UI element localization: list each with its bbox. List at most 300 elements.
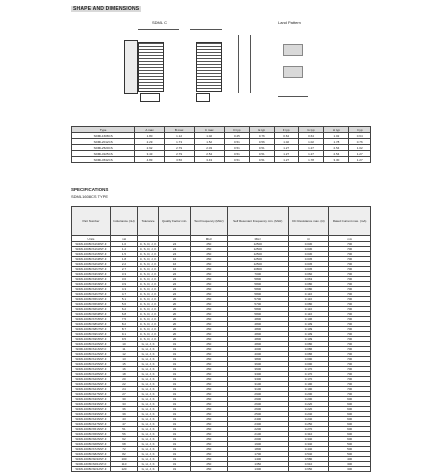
table-cell: C, S, D, J, K — [138, 272, 159, 277]
table-cell: SDML4532CS — [72, 157, 135, 163]
table-cell: 1.27 — [274, 145, 298, 151]
table-cell: 12500 — [227, 247, 288, 252]
table-cell: 700 — [329, 352, 371, 357]
column-header: G typ — [298, 127, 324, 133]
table-cell: 31 — [159, 372, 191, 377]
table-cell: 3.9 — [110, 282, 137, 287]
table-cell: 250 — [190, 432, 227, 437]
table-cell: 8.2 — [110, 322, 137, 327]
table-cell: 600 — [329, 407, 371, 412]
table-cell: G, H, J, K — [138, 422, 159, 427]
table-cell: 2900 — [227, 397, 288, 402]
table-cell: 100 — [110, 457, 137, 462]
table-cell: 250 — [190, 247, 227, 252]
table-cell: G, H, J, K — [138, 457, 159, 462]
table-cell: 0.64 — [274, 133, 298, 139]
table-cell: 0.116 — [288, 307, 328, 312]
table-cell: 20 — [159, 322, 191, 327]
table-cell: SDML1608CS72NST-F — [72, 447, 111, 452]
specifications-subtitle: SDML1608CS TYPE — [71, 194, 109, 199]
table-cell: 0.25 — [224, 133, 249, 139]
table-cell: 250 — [190, 322, 227, 327]
table-cell: 31 — [159, 452, 191, 457]
table-cell: 15 — [110, 362, 137, 367]
table-cell: 2300 — [227, 422, 288, 427]
table-cell: 0.340 — [288, 437, 328, 442]
table-cell: 10800 — [227, 267, 288, 272]
table-cell: G, H, J, K — [138, 447, 159, 452]
table-cell: 0.51 — [224, 157, 249, 163]
table-cell: 700 — [329, 377, 371, 382]
table-cell: SDML1608CS1N8ST-F — [72, 257, 111, 262]
column-header: Rated Current max. (mA) — [329, 207, 371, 236]
table-cell: 2.2 — [110, 262, 137, 267]
table-cell: SDML1608CS12NST-F — [72, 352, 111, 357]
table-cell: 31 — [159, 347, 191, 352]
table-cell: 700 — [329, 277, 371, 282]
table-cell: C, S, D, J, K — [138, 292, 159, 297]
table-cell: C, S, D, J, K — [138, 312, 159, 317]
table-cell: 5700 — [227, 297, 288, 302]
table-cell: C, S, D, J, K — [138, 282, 159, 287]
table-cell: G, H, J, K — [138, 377, 159, 382]
table-cell: 4.83 — [135, 157, 164, 163]
table-cell: 250 — [190, 442, 227, 447]
table-cell: 31 — [159, 342, 191, 347]
table-cell: 4800 — [227, 322, 288, 327]
table-cell: G, H, J, K — [138, 347, 159, 352]
table-cell: SDML1608CS10NST-F — [72, 342, 111, 347]
table-cell: G, H, J, K — [138, 452, 159, 457]
table-cell: 250 — [190, 377, 227, 382]
table-cell: 24 — [110, 387, 137, 392]
column-header: Self Resonant Frequency min. (MHz) — [227, 207, 288, 236]
table-cell: 3.43 — [135, 151, 164, 157]
table-cell: 31 — [159, 422, 191, 427]
table-cell: 250 — [190, 382, 227, 387]
table-cell: 24 — [159, 247, 191, 252]
table-cell: 250 — [190, 317, 227, 322]
table-cell: SDML1608CS8N7ST-F — [72, 327, 111, 332]
table-cell: 0.045 — [288, 262, 328, 267]
table-cell: 700 — [329, 312, 371, 317]
table-cell: 5.6 — [110, 302, 137, 307]
package-top-view — [138, 42, 164, 92]
table-cell: 16 — [110, 367, 137, 372]
table-cell: C, S, D, J, K — [138, 277, 159, 282]
table-cell: SDML1608CS15NST-F — [72, 362, 111, 367]
table-cell: G, H, J, K — [138, 432, 159, 437]
table-cell: SDML1608CS5N6ST-F — [72, 302, 111, 307]
column-header: I typ — [349, 127, 371, 133]
table-cell: 700 — [329, 282, 371, 287]
table-cell: 22 — [159, 272, 191, 277]
table-cell: 3.30 — [324, 157, 349, 163]
table-cell: SDML1608CS20NST-F — [72, 377, 111, 382]
table-cell: 33 — [110, 402, 137, 407]
table-cell: 20 — [159, 327, 191, 332]
column-header: Part Number — [72, 207, 111, 236]
column-header: B max — [164, 127, 194, 133]
table-cell: SDML1608CS18NST-F — [72, 372, 111, 377]
column-header: Quality Factor min. — [159, 207, 191, 236]
table-cell: 4.3 — [110, 287, 137, 292]
table-cell: 250 — [190, 272, 227, 277]
table-cell: SDML1608CS6N2ST-F — [72, 307, 111, 312]
land-pad-bottom — [283, 66, 303, 78]
table-cell: 0.64 — [298, 133, 324, 139]
table-cell: SDML1608CSR11ST-F — [72, 462, 111, 467]
table-cell: 2.79 — [164, 151, 194, 157]
table-cell: 0.610 — [288, 462, 328, 467]
column-header: Inductance (nH) — [110, 207, 137, 236]
table-cell: 0.116 — [288, 292, 328, 297]
table-cell: 0.080 — [288, 282, 328, 287]
table-cell: 5700 — [227, 302, 288, 307]
table-cell: 0.220 — [288, 402, 328, 407]
table-cell: 8.7 — [110, 327, 137, 332]
table-cell: 13 — [110, 357, 137, 362]
table-cell: 1.02 — [349, 145, 371, 151]
unit-cell: MHz — [227, 236, 288, 242]
table-cell: 250 — [190, 457, 227, 462]
table-cell: 31 — [159, 412, 191, 417]
table-cell: G, H, J, K — [138, 442, 159, 447]
table-cell: C, S, D, J, K — [138, 262, 159, 267]
table-cell: 250 — [190, 342, 227, 347]
table-cell: SDML1608CS3N9ST-F — [72, 282, 111, 287]
table-cell: 30 — [110, 397, 137, 402]
table-cell: 20 — [110, 377, 137, 382]
table-cell: 700 — [329, 287, 371, 292]
table-cell: 0.64 — [349, 133, 371, 139]
table-cell: 250 — [190, 407, 227, 412]
series-label: SDML C — [152, 20, 167, 25]
table-cell: G, H, J, K — [138, 412, 159, 417]
table-cell: 700 — [329, 247, 371, 252]
table-cell: 24 — [159, 252, 191, 257]
table-cell: 4800 — [227, 317, 288, 322]
table-cell: SDML1608CS33NST-F — [72, 402, 111, 407]
table-cell: 39 — [110, 412, 137, 417]
table-cell: 0.170 — [288, 372, 328, 377]
table-cell: 250 — [190, 462, 227, 467]
table-cell: 9.5 — [110, 337, 137, 342]
table-cell: SDML1608CS3N6ST-F — [72, 277, 111, 282]
table-cell: 56 — [110, 432, 137, 437]
table-cell: SDML1608CS1N0ST-F — [72, 242, 111, 247]
table-cell: SDML1608CS68NST-F — [72, 442, 111, 447]
table-cell: 1.5 — [110, 252, 137, 257]
dimension-line — [250, 35, 251, 93]
table-cell: 1.02 — [324, 133, 349, 139]
table-cell: 0.170 — [288, 377, 328, 382]
package-side-view-left — [124, 40, 138, 94]
table-cell: 600 — [329, 427, 371, 432]
unit-cell: mA — [329, 236, 371, 242]
table-cell: 5800 — [227, 307, 288, 312]
table-cell: 250 — [190, 242, 227, 247]
table-cell: C, S, D, J, K — [138, 297, 159, 302]
table-cell: 3300 — [227, 372, 288, 377]
table-cell: 0.109 — [288, 337, 328, 342]
table-cell: C, S, D, J, K — [138, 302, 159, 307]
table-cell: 0.51 — [224, 139, 249, 145]
column-header: D typ — [224, 127, 249, 133]
table-cell: SDML2520CS — [72, 145, 135, 151]
table-cell: 0.063 — [288, 277, 328, 282]
table-cell: 5800 — [227, 277, 288, 282]
table-cell: 68 — [110, 442, 137, 447]
table-cell: 300 — [329, 467, 371, 472]
table-cell: 700 — [329, 387, 371, 392]
table-cell: 12500 — [227, 257, 288, 262]
spec-table — [71, 206, 371, 472]
table-cell: 0.51 — [224, 151, 249, 157]
table-cell: 4800 — [227, 342, 288, 347]
table-cell: 0.080 — [288, 302, 328, 307]
table-cell: G, H, J, K — [138, 427, 159, 432]
table-cell: 3100 — [227, 387, 288, 392]
table-cell: 700 — [329, 297, 371, 302]
table-cell: 250 — [190, 422, 227, 427]
table-cell: 9.1 — [110, 332, 137, 337]
table-cell: 500 — [329, 452, 371, 457]
table-cell: 47 — [110, 422, 137, 427]
table-cell: 0.240 — [288, 417, 328, 422]
table-cell: SDML1608CS39NST-F — [72, 412, 111, 417]
table-cell: 12 — [110, 352, 137, 357]
table-cell: 0.170 — [288, 367, 328, 372]
table-cell: 0.51 — [224, 145, 249, 151]
table-cell: 250 — [190, 392, 227, 397]
table-cell: 5800 — [227, 292, 288, 297]
table-cell: 700 — [329, 257, 371, 262]
table-cell: 2900 — [227, 392, 288, 397]
table-cell: 0.310 — [288, 432, 328, 437]
table-cell: 5800 — [227, 312, 288, 317]
table-cell: SDML1608CS16NST-F — [72, 367, 111, 372]
table-cell: 700 — [329, 347, 371, 352]
table-cell: C, S, D, J, K — [138, 242, 159, 247]
table-cell: 250 — [190, 447, 227, 452]
land-pattern-label: Land Pattern — [278, 20, 301, 25]
table-cell: 120 — [110, 467, 137, 472]
table-cell: SDML1608CS — [72, 133, 135, 139]
table-cell: G, H, J, K — [138, 402, 159, 407]
table-cell: 250 — [190, 412, 227, 417]
table-cell: SDML2012CS — [72, 139, 135, 145]
table-cell: SDML3225CS — [72, 151, 135, 157]
table-cell: C, S, D, J, K — [138, 267, 159, 272]
table-cell: 700 — [329, 367, 371, 372]
table-cell: SDML1608CS2N2ST-F — [72, 262, 111, 267]
table-cell: 250 — [190, 307, 227, 312]
table-cell: 500 — [329, 442, 371, 447]
table-cell: 250 — [190, 287, 227, 292]
table-cell: 82 — [110, 452, 137, 457]
table-cell: C, S, D, J, K — [138, 322, 159, 327]
table-cell: 1.52 — [194, 139, 224, 145]
dimension-line — [238, 35, 239, 93]
table-cell: SDML1608CS51NST-F — [72, 427, 111, 432]
table-cell: 0.090 — [288, 362, 328, 367]
table-cell: 1400 — [227, 457, 288, 462]
table-cell: C, S, D, J, K — [138, 252, 159, 257]
table-cell: 0.045 — [288, 257, 328, 262]
table-cell: 700 — [329, 327, 371, 332]
table-cell: 31 — [159, 357, 191, 362]
table-cell: 1.0 — [110, 242, 137, 247]
table-cell: 0.51 — [250, 145, 275, 151]
table-cell: 72 — [110, 447, 137, 452]
table-cell: 700 — [329, 357, 371, 362]
table-cell: 250 — [190, 332, 227, 337]
table-cell: 700 — [329, 262, 371, 267]
table-cell: 31 — [159, 387, 191, 392]
table-cell: 250 — [190, 467, 227, 472]
table-cell: 18 — [110, 372, 137, 377]
table-cell: SDML1608CS1N5ST-F — [72, 252, 111, 257]
table-cell: SDML1608CS5N1ST-F — [72, 297, 111, 302]
table-cell: 4800 — [227, 327, 288, 332]
table-cell: 0.440 — [288, 447, 328, 452]
table-cell: G, H, J, K — [138, 387, 159, 392]
table-cell: 2.54 — [324, 151, 349, 157]
table-cell: 1.02 — [194, 133, 224, 139]
table-cell: 1.12 — [164, 133, 194, 139]
table-cell: 6.8 — [110, 312, 137, 317]
table-cell: 24 — [159, 242, 191, 247]
table-cell: 20 — [159, 307, 191, 312]
table-cell: 31 — [159, 352, 191, 357]
table-cell: 2000 — [227, 437, 288, 442]
table-cell: SDML1608CS56NST-F — [72, 432, 111, 437]
table-cell: 700 — [329, 332, 371, 337]
table-cell: 600 — [329, 417, 371, 422]
dimension-table — [71, 126, 371, 163]
table-cell: 0.200 — [288, 392, 328, 397]
table-cell: 700 — [329, 362, 371, 367]
table-cell: 250 — [190, 327, 227, 332]
table-cell: 600 — [329, 397, 371, 402]
column-header: DC Resistance max. (Ω) — [288, 207, 328, 236]
table-cell: SDML1608CS27NST-F — [72, 392, 111, 397]
table-cell: 400 — [329, 457, 371, 462]
table-cell: SDML1608CS2N7ST-F — [72, 267, 111, 272]
table-cell: 0.56 — [250, 139, 275, 145]
column-header: E typ — [250, 127, 275, 133]
table-cell: SDML1608CS24NST-F — [72, 387, 111, 392]
table-cell: SDML1608CS13NST-F — [72, 357, 111, 362]
table-cell: 31 — [159, 377, 191, 382]
table-cell: 2.03 — [194, 145, 224, 151]
table-cell: SDML1608CS36NST-F — [72, 407, 111, 412]
table-cell: 0.220 — [288, 407, 328, 412]
table-cell: 700 — [329, 252, 371, 257]
column-header: C max — [194, 127, 224, 133]
table-cell: 22 — [159, 277, 191, 282]
table-cell: 5800 — [227, 282, 288, 287]
table-cell: 0.030 — [288, 242, 328, 247]
dimension-line — [190, 29, 222, 30]
table-cell: G, H, J, K — [138, 342, 159, 347]
table-cell: 250 — [190, 402, 227, 407]
table-cell: SDML1608CS22NST-F — [72, 382, 111, 387]
land-pad-top — [283, 44, 303, 56]
table-cell: 250 — [190, 267, 227, 272]
table-header-row — [72, 207, 371, 236]
table-cell: SDML1608CS11NST-F — [72, 347, 111, 352]
table-cell: 700 — [329, 372, 371, 377]
table-cell: 4000 — [227, 347, 288, 352]
table-cell: 0.060 — [288, 272, 328, 277]
table-cell: 700 — [329, 342, 371, 347]
table-cell: C, S, D, J, K — [138, 307, 159, 312]
table-cell: 1.73 — [164, 139, 194, 145]
table-cell: 20 — [159, 317, 191, 322]
table-cell: 250 — [190, 357, 227, 362]
table-cell: 0.030 — [288, 252, 328, 257]
table-cell: 31 — [159, 442, 191, 447]
table-cell: 0.109 — [288, 327, 328, 332]
table-cell: 250 — [190, 277, 227, 282]
table-cell: 600 — [329, 412, 371, 417]
table-cell: 0.080 — [288, 287, 328, 292]
table-cell: G, H, J, K — [138, 367, 159, 372]
table-cell: 250 — [190, 417, 227, 422]
table-cell: SDML1608CS47NST-F — [72, 422, 111, 427]
table-cell: 300 — [329, 462, 371, 467]
table-cell: 110 — [110, 462, 137, 467]
table-cell: 1.27 — [274, 157, 298, 163]
table-cell: 3.6 — [110, 277, 137, 282]
table-cell: 43 — [110, 417, 137, 422]
table-cell: 250 — [190, 437, 227, 442]
table-cell: C, S, D, J, K — [138, 257, 159, 262]
table-cell: 31 — [159, 432, 191, 437]
package-bottom-view-left — [140, 93, 160, 102]
table-cell: 31 — [159, 392, 191, 397]
unit-cell: nH — [110, 236, 137, 242]
table-cell: 7000 — [227, 272, 288, 277]
table-cell: 36 — [110, 407, 137, 412]
table-cell: 31 — [159, 397, 191, 402]
unit-cell: Ω — [288, 236, 328, 242]
table-cell: 0.76 — [349, 139, 371, 145]
table-cell: 0.240 — [288, 412, 328, 417]
table-cell: 0.250 — [288, 422, 328, 427]
table-cell: 3100 — [227, 382, 288, 387]
table-cell: 1.02 — [298, 139, 324, 145]
table-cell: 0.76 — [250, 133, 275, 139]
table-cell: 4800 — [227, 337, 288, 342]
table-cell: 31 — [159, 402, 191, 407]
table-cell: C, S, D, J, K — [138, 287, 159, 292]
table-cell: 500 — [329, 447, 371, 452]
table-cell: 22 — [159, 282, 191, 287]
table-cell: C, S, D, J, K — [138, 337, 159, 342]
table-cell: 12500 — [227, 262, 288, 267]
table-cell: 0.109 — [288, 332, 328, 337]
table-cell: SDML1608CS9N5ST-F — [72, 337, 111, 342]
table-row — [72, 157, 371, 163]
table-cell: 31 — [159, 407, 191, 412]
table-cell: 0.086 — [288, 352, 328, 357]
table-cell: 2200 — [227, 427, 288, 432]
table-cell: 62 — [110, 437, 137, 442]
table-cell: 0.190 — [288, 382, 328, 387]
